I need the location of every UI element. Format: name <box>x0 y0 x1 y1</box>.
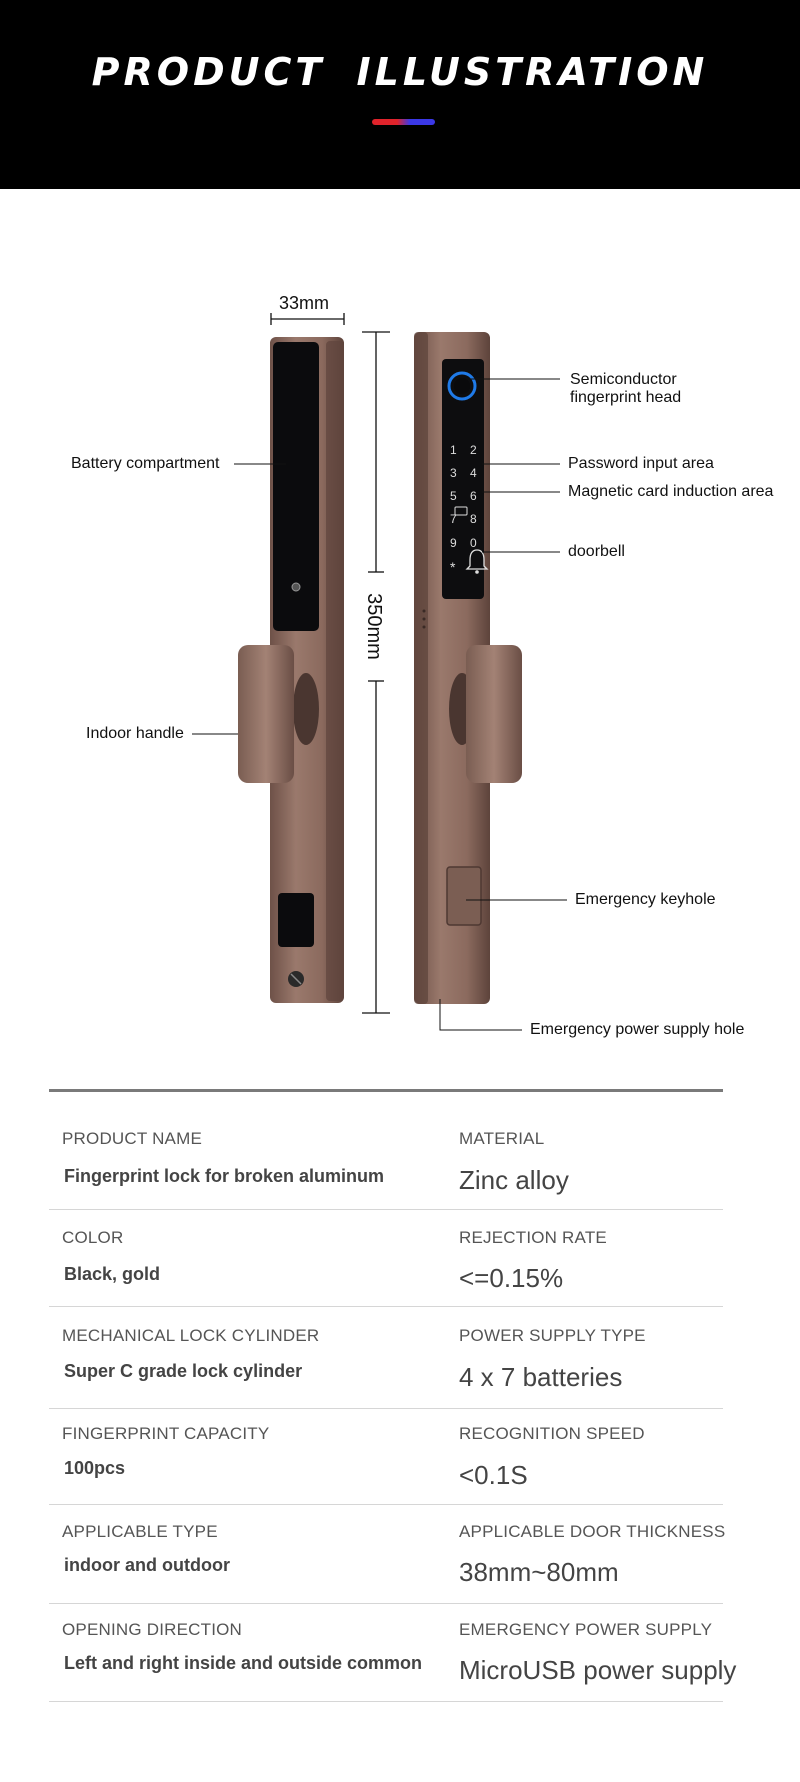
specs-top-rule <box>49 1089 723 1092</box>
row-divider <box>49 1504 723 1505</box>
label-fingerprint-line1: Semiconductor <box>570 371 677 388</box>
indoor-button <box>278 893 314 947</box>
spec-value: 38mm~80mm <box>459 1557 619 1587</box>
key-9: 9 <box>450 536 457 550</box>
width-dimension <box>271 313 344 325</box>
page-title: PRODUCT ILLUSTRATION <box>91 50 709 94</box>
key-2: 2 <box>470 443 477 457</box>
key-6: 6 <box>470 489 477 503</box>
keypad-panel <box>442 359 484 599</box>
spec-label: OPENING DIRECTION <box>62 1620 243 1639</box>
spec-value: Fingerprint lock for broken aluminum <box>64 1166 385 1186</box>
spec-label: FINGERPRINT CAPACITY <box>62 1424 270 1443</box>
label-emergency-power-hole: Emergency power supply hole <box>530 1021 745 1038</box>
spec-value: <=0.15% <box>459 1263 564 1293</box>
label-battery-compartment: Battery compartment <box>71 455 220 472</box>
indoor-handle <box>238 645 294 783</box>
height-dimension <box>362 332 390 1013</box>
spec-value: Left and right inside and outside common <box>64 1653 423 1673</box>
key-7: 7 <box>450 512 457 526</box>
key-4: 4 <box>470 466 477 480</box>
row-divider <box>49 1209 723 1210</box>
spec-label: MECHANICAL LOCK CYLINDER <box>62 1326 320 1345</box>
row-divider <box>49 1306 723 1307</box>
width-dimension-label: 33mm <box>279 293 330 313</box>
lock-drawing <box>0 189 800 1069</box>
spec-label: POWER SUPPLY TYPE <box>459 1326 646 1345</box>
spec-value: indoor and outdoor <box>64 1555 230 1575</box>
label-indoor-handle: Indoor handle <box>86 725 184 742</box>
spec-label: APPLICABLE DOOR THICKNESS <box>459 1522 726 1541</box>
indoor-lock-body <box>238 337 344 1003</box>
key-5: 5 <box>450 489 457 503</box>
spec-value: <0.1S <box>459 1460 528 1490</box>
spec-label: PRODUCT NAME <box>62 1129 202 1148</box>
row-divider <box>49 1603 723 1604</box>
height-dimension-label: 350mm <box>362 593 385 660</box>
spec-value: 100pcs <box>64 1458 126 1478</box>
row-divider <box>49 1701 723 1702</box>
label-fingerprint-line2: fingerprint head <box>570 389 682 406</box>
key-3: 3 <box>450 466 457 480</box>
row-divider <box>49 1408 723 1409</box>
key-star: * <box>450 559 456 575</box>
spec-label: REJECTION RATE <box>459 1228 607 1247</box>
spec-value: Super C grade lock cylinder <box>64 1361 303 1381</box>
spec-label: APPLICABLE TYPE <box>62 1522 218 1541</box>
cover-screw-icon <box>292 583 300 591</box>
label-magnetic-card-area: Magnetic card induction area <box>568 483 774 500</box>
spec-label: COLOR <box>62 1228 124 1247</box>
header-banner <box>0 0 800 189</box>
spec-value: MicroUSB power supply <box>459 1655 737 1685</box>
key-8: 8 <box>470 512 477 526</box>
spec-label: MATERIAL <box>459 1129 545 1148</box>
label-password-area: Password input area <box>568 455 714 472</box>
spec-label: RECOGNITION SPEED <box>459 1424 645 1443</box>
spec-label: EMERGENCY POWER SUPPLY <box>459 1620 713 1639</box>
spec-value: Zinc alloy <box>459 1165 569 1195</box>
key-0: 0 <box>470 536 477 550</box>
product-illustration <box>0 189 800 1069</box>
spec-value: Black, gold <box>64 1264 161 1284</box>
title-accent-bar <box>372 119 435 125</box>
keyhole-cover <box>447 867 481 925</box>
outdoor-lock-body <box>414 332 522 1004</box>
key-1: 1 <box>450 443 457 457</box>
outdoor-handle <box>466 645 522 783</box>
spec-value: 4 x 7 batteries <box>459 1362 623 1392</box>
label-doorbell: doorbell <box>568 543 625 560</box>
label-emergency-keyhole: Emergency keyhole <box>575 891 716 908</box>
